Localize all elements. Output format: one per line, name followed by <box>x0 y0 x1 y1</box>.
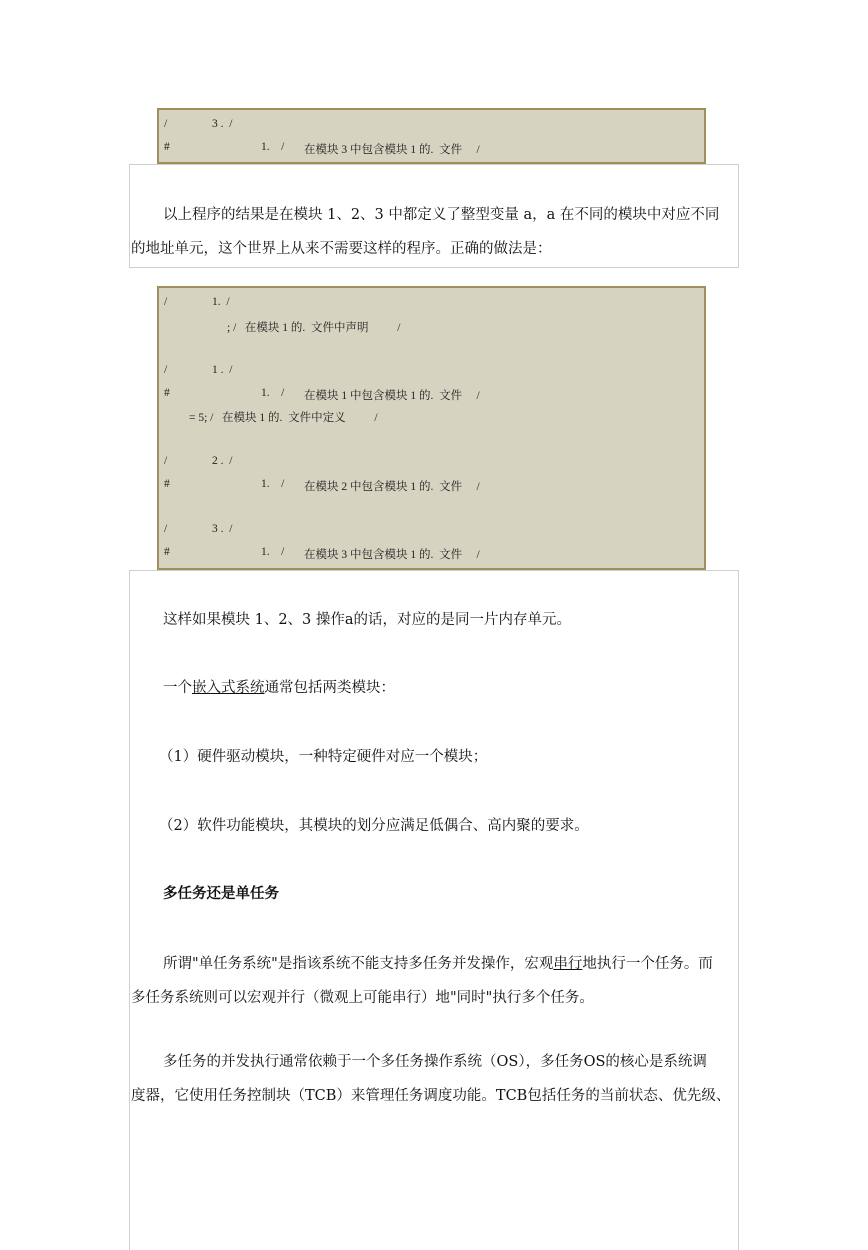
code-block-2 <box>157 286 706 570</box>
paragraph <box>131 743 737 771</box>
code-line: 1. / <box>261 478 285 490</box>
code-line: / <box>164 118 168 130</box>
paragraph <box>131 674 737 702</box>
code-line: / <box>164 296 168 308</box>
section-heading <box>131 880 737 908</box>
paragraph-text: 度器，它使用任务控制块（TCB）来管理任务调度功能。TCB包括任务的当前状态、优先级、 <box>131 1088 731 1104</box>
code-line: 1. / <box>212 296 230 308</box>
code-line: ; / 在模块 1 的. 文件中声明 / <box>227 322 401 334</box>
code-line: 1 . / <box>212 364 233 376</box>
paragraph <box>131 950 737 978</box>
paragraph-text: 一个 <box>163 680 192 696</box>
code-line: 3 . / <box>212 523 233 535</box>
paragraph <box>131 984 737 1012</box>
paragraph-text: 所谓"单任务系统"是指该系统不能支持多任务并发操作，宏观 <box>163 956 554 972</box>
paragraph-text: （1）硬件驱动模块，一种特定硬件对应一个模块； <box>159 749 488 765</box>
code-line: # <box>164 141 170 153</box>
code-line: # <box>164 546 170 558</box>
code-line: / <box>164 364 168 376</box>
paragraph <box>131 235 737 263</box>
code-line: 在模块 3 中包含模块 1 的. 文件 / <box>304 144 480 156</box>
code-line: 3 . / <box>212 118 233 130</box>
serial-link[interactable]: 串行 <box>553 956 583 972</box>
code-block-1 <box>157 108 706 164</box>
paragraph-text: 地执行一个任务。而 <box>582 956 713 972</box>
heading-text: 多任务还是单任务 <box>163 886 279 902</box>
code-line: 在模块 1 中包含模块 1 的. 文件 / <box>304 390 480 402</box>
code-line: 在模块 2 中包含模块 1 的. 文件 / <box>304 481 480 493</box>
paragraph <box>131 201 737 229</box>
paragraph <box>131 1082 737 1110</box>
code-line: = 5; / 在模块 1 的. 文件中定义 / <box>189 412 378 424</box>
embedded-system-link[interactable]: 嵌入式系统 <box>192 680 265 696</box>
paragraph-text: 这样如果模块 1、2、3 操作a的话，对应的是同一片内存单元。 <box>163 612 572 628</box>
code-line: / <box>164 523 168 535</box>
code-line: # <box>164 387 170 399</box>
paragraph-line: 的地址单元，这个世界上从来不需要这样的程序。正确的做法是： <box>131 241 552 257</box>
paragraph-text: 多任务的并发执行通常依赖于一个多任务操作系统（OS），多任务OS的核心是系统调 <box>163 1054 707 1070</box>
paragraph-text: （2）软件功能模块，其模块的划分应满足低偶合、高内聚的要求。 <box>159 818 589 834</box>
paragraph <box>131 1048 737 1076</box>
code-line: / <box>164 455 168 467</box>
paragraph <box>131 812 737 840</box>
code-line: 在模块 3 中包含模块 1 的. 文件 / <box>304 549 480 561</box>
code-line: # <box>164 478 170 490</box>
paragraph-line: 以上程序的结果是在模块 1、2、3 中都定义了整型变量 a，a 在不同的模块中对应不同 <box>163 207 720 223</box>
code-line: 1. / <box>261 387 285 399</box>
code-line: 2 . / <box>212 455 233 467</box>
content-frame <box>129 570 739 1250</box>
code-line: 1. / <box>261 141 285 153</box>
paragraph-text: 通常包括两类模块： <box>264 680 395 696</box>
paragraph <box>131 606 737 634</box>
paragraph-text: 多任务系统则可以宏观并行（微观上可能串行）地"同时"执行多个任务。 <box>131 990 594 1006</box>
code-line: 1. / <box>261 546 285 558</box>
